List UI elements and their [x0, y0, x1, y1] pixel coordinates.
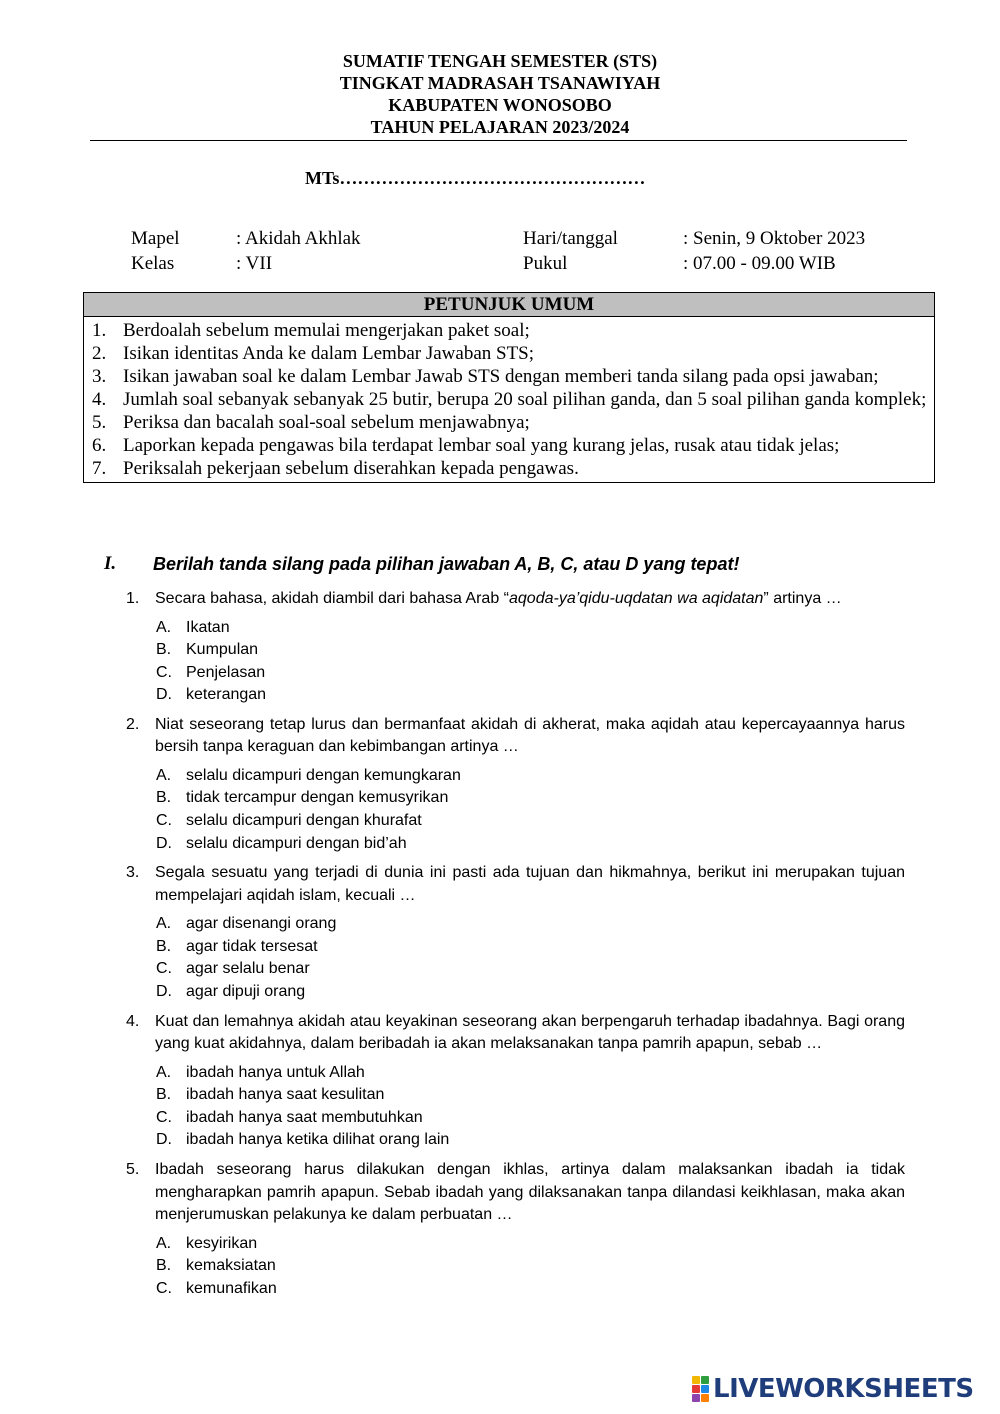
- option-letter: B.: [156, 641, 172, 659]
- question-item: [126, 714, 905, 855]
- option-letter: D.: [156, 983, 172, 1001]
- answer-option[interactable]: [156, 765, 905, 788]
- option-letter: D.: [156, 1131, 172, 1149]
- liveworksheets-logo-icon: [692, 1376, 709, 1402]
- option-text: kemunafikan: [186, 1279, 277, 1297]
- option-text: Penjelasan: [186, 663, 266, 681]
- answer-option[interactable]: [156, 1129, 905, 1152]
- instruction-text: Periksa dan bacalah soal-soal sebelum menjawabnya;: [123, 412, 530, 433]
- option-text: Kumpulan: [186, 641, 259, 659]
- option-letter: B.: [156, 789, 172, 807]
- option-text: ibadah hanya untuk Allah: [186, 1063, 365, 1081]
- answer-option[interactable]: [156, 1255, 905, 1278]
- option-letter: C.: [156, 1279, 172, 1297]
- answer-options: [126, 1233, 905, 1301]
- section-number: I.: [104, 553, 117, 574]
- kelas-label: Kelas: [131, 253, 175, 274]
- section-heading: [104, 553, 740, 575]
- instruction-text: Isikan jawaban soal ke dalam Lembar Jawab STS dengan memberi tanda silang pada opsi jawaban;: [123, 366, 879, 387]
- option-letter: C.: [156, 960, 172, 978]
- answer-option[interactable]: [156, 958, 905, 981]
- instruction-item: [84, 434, 934, 457]
- hari-value: : Senin, 9 Oktober 2023: [683, 228, 866, 249]
- question-stem: [126, 714, 905, 759]
- answer-option[interactable]: [156, 617, 905, 640]
- answer-options: [126, 913, 905, 1003]
- answer-option[interactable]: [156, 913, 905, 936]
- answer-option[interactable]: [156, 1233, 905, 1256]
- answer-option[interactable]: [156, 1084, 905, 1107]
- question-number: 1.: [126, 590, 140, 607]
- answer-option[interactable]: [156, 1107, 905, 1130]
- question-text: ” artinya …: [763, 590, 842, 607]
- question-item: [126, 588, 905, 707]
- question-list: [126, 588, 905, 1307]
- option-text: tidak tercampur dengan kemusyrikan: [186, 789, 449, 807]
- option-text: kemaksiatan: [186, 1257, 276, 1275]
- logo-square: [692, 1376, 700, 1384]
- instruction-number: 1.: [92, 320, 107, 341]
- option-letter: A.: [156, 766, 172, 784]
- option-text: selalu dicampuri dengan khurafat: [186, 812, 422, 830]
- option-text: agar selalu benar: [186, 960, 310, 978]
- question-number: 5.: [126, 1161, 140, 1178]
- logo-text: LIVEWORKSHEETS: [713, 1374, 974, 1404]
- option-letter: B.: [156, 1086, 172, 1104]
- option-text: ibadah hanya ketika dilihat orang lain: [186, 1131, 450, 1149]
- question-text: Ibadah seseorang harus dilakukan dengan ikhlas, artinya dalam malaksankan ibadah ia tidak mengharapkan pamrih apapun. Sebab ibadah yang dilaksanakan tanpa dilandasi keikhlasan, maka akan menjerumuskan pelakunya ke dalam perbuatan …: [155, 1161, 905, 1223]
- school-name-line: MTs……………………………………………: [305, 168, 646, 188]
- option-text: agar tidak tersesat: [186, 937, 318, 955]
- option-letter: A.: [156, 1234, 172, 1252]
- instruction-number: 2.: [92, 343, 107, 364]
- question-stem: [126, 1011, 905, 1056]
- answer-option[interactable]: [156, 1278, 905, 1301]
- option-letter: C.: [156, 1108, 172, 1126]
- logo-square: [701, 1394, 709, 1402]
- instruction-item: [84, 342, 934, 365]
- question-number: 4.: [126, 1012, 140, 1030]
- instruction-number: 6.: [92, 435, 107, 456]
- header-district: KABUPATEN WONOSOBO: [388, 95, 612, 115]
- instruction-text: Laporkan kepada pengawas bila terdapat lembar soal yang kurang jelas, rusak atau tidak jelas;: [123, 435, 840, 456]
- question-number: 2.: [126, 715, 140, 733]
- answer-options: [126, 1062, 905, 1152]
- question-stem: [126, 588, 905, 611]
- answer-options: [126, 765, 905, 855]
- question-text: Niat seseorang tetap lurus dan bermanfaat akidah di akherat, maka aqidah atau kepercayaannya harus bersih tanpa keraguan dan kebimbangan artinya …: [155, 715, 905, 756]
- answer-options: [126, 617, 905, 707]
- pukul-value: : 07.00 - 09.00 WIB: [683, 253, 836, 274]
- instruction-number: 3.: [92, 366, 107, 387]
- answer-option[interactable]: [156, 662, 905, 685]
- header-level: TINGKAT MADRASAH TSANAWIYAH: [339, 73, 661, 93]
- instruction-number: 5.: [92, 412, 107, 433]
- question-text: Kuat dan lemahnya akidah atau keyakinan seseorang akan berpengaruh terhadap ibadahnya. Bagi orang yang kuat akidahnya, dalam beribadah ia akan melaksanakan tanpa pamrih apapun, sebab …: [155, 1012, 905, 1053]
- instruction-item: [84, 411, 934, 434]
- option-letter: A.: [156, 915, 172, 933]
- option-letter: C.: [156, 812, 172, 830]
- kelas-value: : VII: [236, 253, 273, 274]
- section-instruction: Berilah tanda silang pada pilihan jawaban A, B, C, atau D yang tepat!: [153, 554, 740, 574]
- instruction-text: Periksalah pekerjaan sebelum diserahkan kepada pengawas.: [123, 458, 579, 479]
- mapel-label: Mapel: [131, 228, 180, 249]
- option-text: selalu dicampuri dengan bid’ah: [186, 834, 407, 852]
- pukul-label: Pukul: [523, 253, 568, 274]
- option-letter: A.: [156, 1063, 172, 1081]
- instruction-text: Jumlah soal sebanyak sebanyak 25 butir, berupa 20 soal pilihan ganda, dan 5 soal pilihan ganda komplek;: [123, 389, 927, 410]
- instruction-number: 7.: [92, 458, 107, 479]
- liveworksheets-logo: [692, 1374, 974, 1404]
- exam-header: [0, 50, 1000, 138]
- option-letter: D.: [156, 834, 172, 852]
- option-text: Ikatan: [186, 618, 230, 636]
- answer-option[interactable]: [156, 684, 905, 707]
- answer-option[interactable]: [156, 936, 905, 959]
- option-letter: C.: [156, 663, 172, 681]
- logo-square: [692, 1394, 700, 1402]
- answer-option[interactable]: [156, 639, 905, 662]
- question-text: Secara bahasa, akidah diambil dari bahasa Arab “: [155, 590, 509, 607]
- logo-square: [701, 1385, 709, 1393]
- option-text: ibadah hanya saat kesulitan: [186, 1086, 385, 1104]
- instructions-title: PETUNJUK UMUM: [84, 293, 934, 317]
- info-row-2: [131, 251, 891, 276]
- header-title: SUMATIF TENGAH SEMESTER (STS): [342, 51, 658, 71]
- option-letter: D.: [156, 686, 172, 704]
- logo-square: [701, 1376, 709, 1384]
- info-row-1: [131, 226, 891, 251]
- instruction-text: Isikan identitas Anda ke dalam Lembar Jawaban STS;: [123, 343, 535, 364]
- instruction-item: [84, 457, 934, 480]
- question-item: [126, 1011, 905, 1152]
- option-letter: A.: [156, 618, 172, 636]
- answer-option[interactable]: [156, 787, 905, 810]
- header-divider: [90, 140, 907, 141]
- option-text: keterangan: [186, 686, 267, 704]
- option-text: selalu dicampuri dengan kemungkaran: [186, 766, 461, 784]
- instruction-number: 4.: [92, 389, 107, 410]
- question-text: Segala sesuatu yang terjadi di dunia ini pasti ada tujuan dan hikmahnya, berikut ini merupakan tujuan mempelajari aqidah islam, kecuali …: [155, 864, 905, 904]
- header-year: TAHUN PELAJARAN 2023/2024: [370, 117, 630, 137]
- question-item: [126, 862, 905, 1003]
- question-text-italic: aqoda-ya’qidu-uqdatan wa aqidatan: [509, 590, 764, 607]
- option-letter: B.: [156, 937, 172, 955]
- question-item: [126, 1159, 905, 1300]
- logo-square: [692, 1385, 700, 1393]
- hari-label: Hari/tanggal: [523, 228, 618, 249]
- question-stem: [126, 1159, 905, 1227]
- general-instructions-box: [83, 292, 935, 483]
- question-stem: [126, 862, 905, 907]
- instruction-text: Berdoalah sebelum memulai mengerjakan paket soal;: [123, 320, 530, 341]
- answer-option[interactable]: [156, 981, 905, 1004]
- instruction-item: [84, 365, 934, 388]
- option-text: agar dipuji orang: [186, 983, 306, 1001]
- option-text: ibadah hanya saat membutuhkan: [186, 1108, 423, 1126]
- answer-option[interactable]: [156, 833, 905, 856]
- instructions-list: [84, 317, 934, 482]
- exam-info: [131, 226, 891, 276]
- instruction-item: [84, 388, 934, 411]
- option-text: agar disenangi orang: [186, 915, 337, 933]
- answer-option[interactable]: [156, 810, 905, 833]
- instruction-item: [84, 319, 934, 342]
- question-number: 3.: [126, 864, 140, 882]
- option-letter: B.: [156, 1257, 172, 1275]
- mapel-value: : Akidah Akhlak: [236, 228, 361, 249]
- answer-option[interactable]: [156, 1062, 905, 1085]
- option-text: kesyirikan: [186, 1234, 258, 1252]
